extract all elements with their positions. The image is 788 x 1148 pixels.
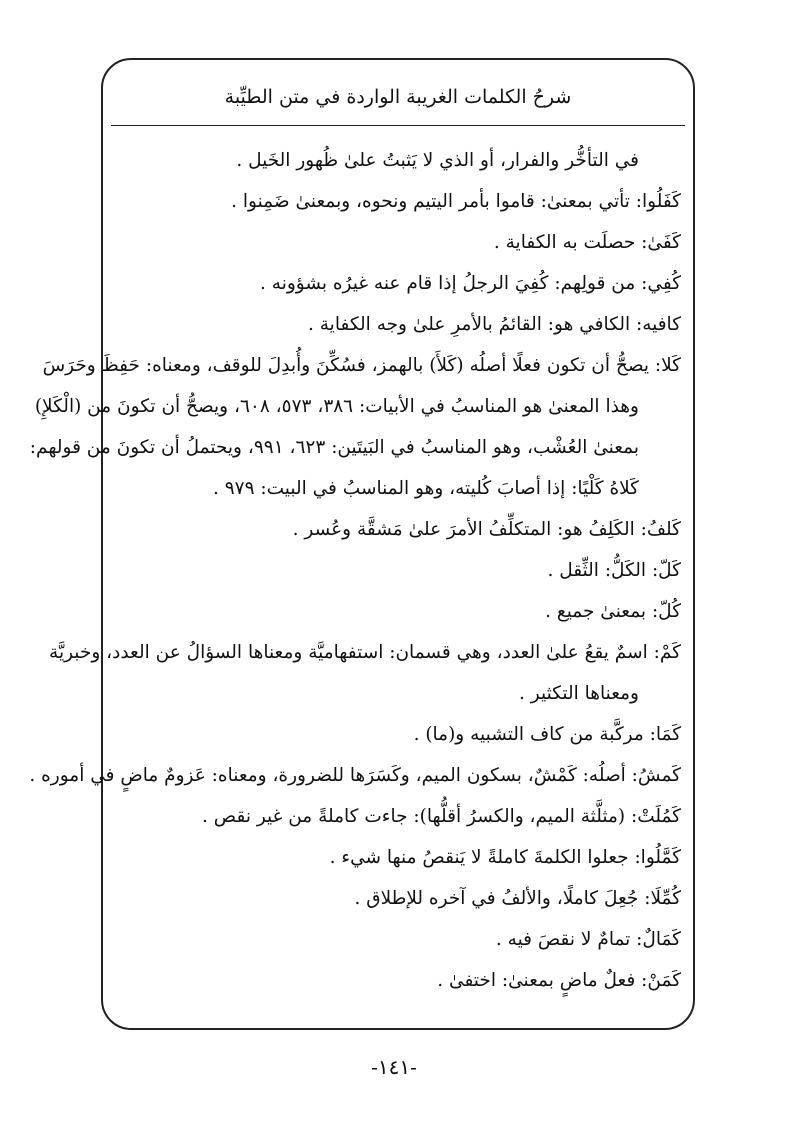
text-line: كَمشُ: أصلُه: كَمْشٌ، بسكون الميم، وكَسَرَها للضرورة، ومعناه: عَزومٌ ماضٍ في أموره . [29, 765, 681, 786]
text-line: بمعنىٰ العُشْب، وهو المناسبُ في البَيتَين: ٦٢٣، ٩٩١، ويحتملُ أن تكونَ من قولهم: [29, 437, 639, 458]
page-body [29, 144, 681, 1005]
text-line: كَمْ: اسمٌ يقعُ علىٰ العدد، وهي قسمان: استفهاميَّة ومعناها السؤالُ عن العدد، وخبريَّة [49, 642, 681, 663]
text-line: كَمُلَتْ: (مثلَّثة الميم، والكسرُ أقلُّها): جاءت كاملةً من غير نقص . [202, 806, 681, 827]
text-line: كافيه: الكافي هو: القائمُ بالأمرِ علىٰ وجه الكفاية . [308, 314, 681, 335]
text-line: كُلّ: بمعنىٰ جميع . [545, 601, 681, 622]
page-frame [29, 58, 695, 1030]
page-header-title: شرحُ الكلمات الغريبة الواردة في متن الطيِّبة [224, 86, 572, 108]
text-line: كُمِّلَا: جُعِلَ كاملًا، والألفُ في آخره للإطلاق . [354, 888, 681, 909]
text-line: وهذا المعنىٰ هو المناسبُ في الأبيات: ٣٨٦، ٥٧٣، ٦٠٨، ويصحُّ أن تكونَ من (الْكَلإِ) [34, 396, 639, 417]
text-line: ومعناها التكثير . [519, 683, 639, 704]
header-divider [111, 125, 685, 126]
page-number: -١٤١- [371, 1055, 417, 1079]
text-line: في التأخُّر والفرار، أو الذي لا يَثبتُ علىٰ ظُهور الخَيل . [236, 150, 639, 171]
text-line: كَلّ: الكَلُّ: الثِّقل . [547, 560, 681, 581]
text-line: كَمَنْ: فعلٌ ماضٍ بمعنىٰ: اختفىٰ . [437, 970, 681, 991]
text-line: كَلا: يصحُّ أن تكون فعلًا أصلُه (كَلأَ) بالهمز، فسُكِّنَ وأُبدِلَ للوقف، ومعناه: حَفِظَ وحَرَسَ [42, 355, 681, 376]
text-line: كَفَلُوا: تأتي بمعنىٰ: قاموا بأمر اليتيم ونحوه، وبمعنىٰ ضَمِنوا . [231, 191, 681, 212]
text-line: كَلفُ: الكَلِفُ هو: المتكلِّفُ الأمرَ علىٰ مَشقَّة وعُسر . [292, 519, 681, 540]
text-line: كَمَالٌ: تمامٌ لا نقصَ فيه . [495, 929, 681, 950]
text-line: كَمَا: مركَّبة من كاف التشبيه و(ما) . [413, 724, 681, 745]
text-line: كَلاهُ كَلْيًا: إذا أصابَ كُليته، وهو المناسبُ في البيت: ٩٧٩ . [212, 478, 639, 499]
text-line: كَفَىٰ: حصلَت به الكفاية . [493, 232, 681, 253]
text-line: كُفِي: من قولِهم: كُفِيَ الرجلُ إذا قام عنه غيرُه بشؤونه . [260, 273, 681, 294]
text-line: كَمَّلُوا: جعلوا الكلمةَ كاملةً لا يَنقصُ منها شيء . [329, 847, 681, 868]
